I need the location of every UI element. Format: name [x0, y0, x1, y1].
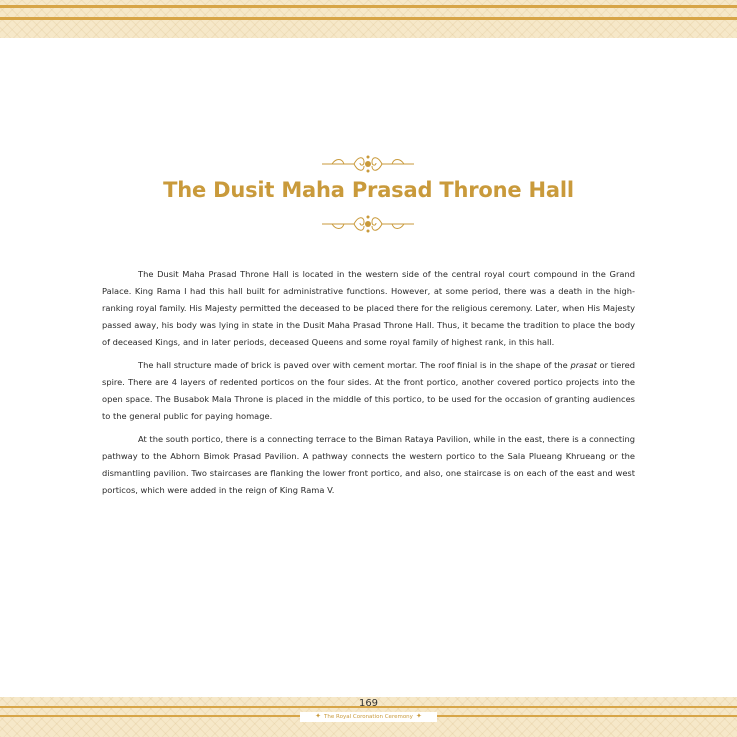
footer-caption [300, 712, 437, 722]
paragraph-text: or tiered spire. There are 4 layers of redented porticos on the four sides. At the front portico, another covered portico projects into the open space. The Busabok Mala Throne is placed in the middle of this portico, to be used for the occasion of granting audiences to the general public for paying homage. [102, 360, 635, 421]
flourish-ornament-bottom [318, 212, 418, 236]
page-number: 169 [358, 698, 379, 709]
italic-term-prasat: prasat [570, 360, 597, 370]
publication-title: The Royal Coronation Ceremony [324, 714, 413, 720]
body-text [102, 266, 635, 505]
star-icon: ✦ [415, 713, 422, 720]
paragraph-text: The hall structure made of brick is paved over with cement mortar. The roof finial is in the shape of the [138, 360, 571, 370]
paragraph-history: The Dusit Maha Prasad Throne Hall is located in the western side of the central royal court compound in the Grand Palace. King Rama I had this hall built for administrative functions. However, at some period, there was a death in the high-ranking royal family. His Majesty permitted the deceased to be placed there for the religious ceremony. Later, when His Majesty passed away, his body was lying in state in the Dusit Maha Prasad Throne Hall. Thus, it became the tradition to place the body of deceased Kings, and in later periods, deceased Queens and some royal family of highest rank, in this hall. [102, 269, 635, 347]
star-icon: ✦ [315, 713, 322, 720]
top-decorative-band [0, 0, 737, 38]
paragraph-structure [102, 357, 635, 425]
page-title: The Dusit Maha Prasad Throne Hall [163, 178, 574, 202]
paragraph-porticos: At the south portico, there is a connecting terrace to the Biman Rataya Pavilion, while in the east, there is a connecting pathway to the Abhorn Bimok Prasad Pavilion. A pathway connects the western portico to the Sala Plueang Khrueang or the dismantling pavilion. Two staircases are flanking the lower front portico, and also, one staircase is on each of the east and west porticos, which were added in the reign of King Rama V. [102, 434, 635, 495]
top-gold-stripe [0, 17, 737, 20]
flourish-ornament-top [318, 152, 418, 176]
top-gold-stripe [0, 5, 737, 8]
